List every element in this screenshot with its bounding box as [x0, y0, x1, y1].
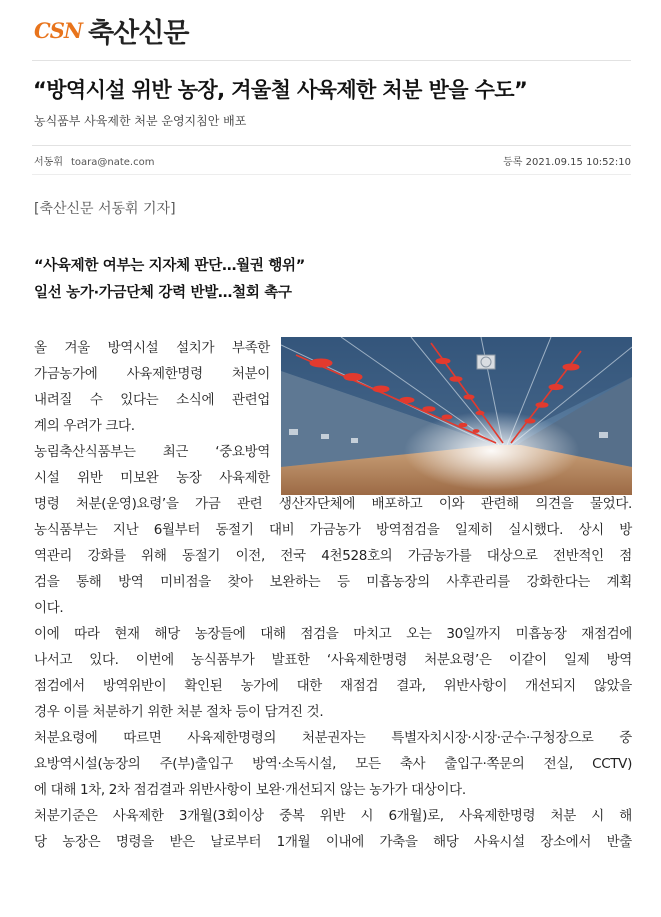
- body-line: 나서고 있다. 이번에 농식품부가 발표한 ‘사육제한명령 처분요령’은 이같이 일제 방역: [34, 652, 632, 668]
- article-kicker: [34, 253, 305, 307]
- body-line: 점검에서 방역위반이 확인된 농가에 대한 재점검 결과, 위반사항이 개선되지 않았을: [34, 678, 632, 694]
- article-subhead: 농식품부 사육제한 처분 운영지침안 배포: [34, 114, 247, 128]
- article-headline: “방역시설 위반 농장, 겨울철 사육제한 처분 받을 수도”: [33, 78, 528, 102]
- body-line: 요방역시설(농장의 주(부)출입구 방역·소독시설, 모든 축사 출입구·쪽문의 전실, CCTV): [34, 756, 632, 772]
- masthead[interactable]: [34, 10, 188, 50]
- body-line: 올 겨울 방역시설 설치가 부족한: [34, 340, 270, 356]
- body-line: 당 농장은 명령을 받은 날로부터 1개월 이내에 가축을 해당 사육시설 장소에서 반출: [34, 834, 632, 850]
- publish-date: [503, 153, 631, 168]
- csn-logo-mark: CSN: [34, 17, 83, 43]
- author-email[interactable]: toara@nate.com: [70, 157, 155, 168]
- article-body: [34, 335, 632, 855]
- author-name: 서동휘: [34, 157, 63, 168]
- body-line: 이다.: [34, 600, 64, 616]
- kicker-line: 일선 농가·가금단체 강력 반발…철회 촉구: [34, 285, 292, 301]
- body-line: 처분요령에 따르면 사육제한명령의 처분권자는 특별자치시장·시장·군수·구청장으로 중: [34, 730, 632, 746]
- reporter-tag: [축산신문 서동휘 기자]: [34, 201, 176, 217]
- date-value: 2021.09.15 10:52:10: [525, 157, 631, 168]
- body-line: 역관리 강화를 위해 동절기 이전, 전국 4천528호의 가금농가를 대상으로 전반적인 점: [34, 548, 632, 564]
- body-line: 검을 통해 방역 미비점을 찾아 보완하는 등 미흡농장의 사후관리를 강화한다는 계획: [34, 574, 632, 590]
- body-line: 내려질 수 있다는 소식에 관련업: [34, 392, 270, 408]
- body-line: 경우 이를 처분하기 위한 처분 절차 등이 담겨진 것.: [34, 704, 324, 720]
- byline: [34, 153, 154, 168]
- body-line: 처분기준은 사육제한 3개월(3회이상 중복 위반 시 6개월)로, 사육제한명령 처분 시 해: [34, 808, 632, 824]
- divider: [32, 60, 631, 61]
- newspaper-name: 축산신문: [88, 17, 189, 49]
- divider: [32, 145, 631, 146]
- date-label: 등록: [503, 157, 523, 168]
- body-line: 이에 따라 현재 해당 농장들에 대해 점검을 마치고 오는 30일까지 미흡농장 재점검에: [34, 626, 632, 642]
- body-line: 에 대해 1차, 2차 점검결과 위반사항이 보완·개선되지 않는 농가가 대상이다.: [34, 782, 466, 798]
- body-line: 농림축산식품부는 최근 ‘중요방역: [34, 444, 270, 460]
- body-line: 가금농가에 사육제한명령 처분이: [34, 366, 270, 382]
- divider: [32, 174, 631, 175]
- body-line: 명령 처분(운영)요령’을 가금 관련 생산자단체에 배포하고 이와 관련해 의견을 물었다.: [34, 496, 632, 512]
- kicker-line: “사육제한 여부는 지자체 판단…월권 행위”: [34, 258, 305, 274]
- body-line: 농식품부는 지난 6월부터 동절기 대비 가금농가 방역점검을 일제히 실시했다. 상시 방: [34, 522, 632, 538]
- body-line: 계의 우려가 크다.: [34, 418, 135, 434]
- body-line: 시설 위반 미보완 농장 사육제한: [34, 470, 270, 486]
